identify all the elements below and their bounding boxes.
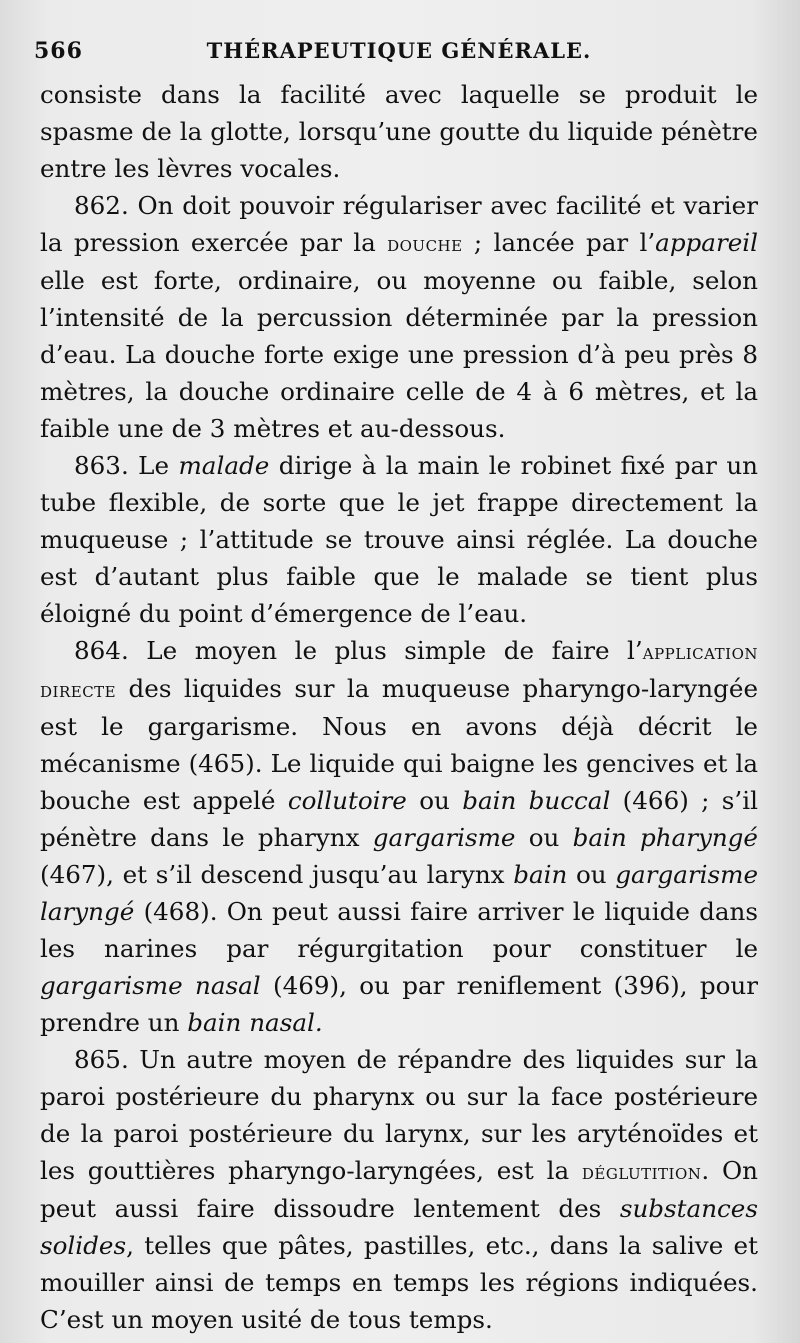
- paragraph-864: [40, 632, 758, 1041]
- body-text: [40, 76, 758, 1338]
- page-number: 566: [34, 38, 83, 64]
- italic-text: gargarisme: [372, 823, 516, 852]
- italic-text: gargarisme laryngé: [40, 860, 758, 926]
- text-run: ; lancée par l’: [462, 228, 656, 257]
- paragraph-continuation: [40, 76, 758, 187]
- text-run: (467), et s’il descend jusqu’au larynx: [40, 860, 514, 889]
- text-run: elle est forte, ordinaire, ou moyenne ou faible, selon l’intensité de la percussion déterminée par la pression d’eau. La douche forte exige une pression d’à peu près 8 mètres, la douche ordinaire celle de 4 à 6 mètres, et la faible une de 3 mètres et au-dessous.: [40, 266, 758, 443]
- text-run: 864. Le moyen le plus simple de faire l’: [74, 636, 643, 665]
- running-title: THÉRAPEUTIQUE GÉNÉRALE.: [206, 38, 592, 63]
- small-caps-text: déglutition: [581, 1159, 702, 1184]
- text-run: (468). On peut aussi faire arriver le liquide dans les narines par régurgitation pour constituer le: [40, 897, 758, 963]
- italic-text: malade: [178, 451, 270, 480]
- italic-text: bain nasal.: [187, 1008, 323, 1037]
- text-run: ou: [515, 823, 573, 852]
- italic-text: appareil: [655, 228, 759, 257]
- paragraph-863: [40, 447, 758, 632]
- italic-text: bain: [513, 860, 568, 889]
- italic-text: gargarisme nasal: [40, 971, 261, 1000]
- text-run: 862. On doit pouvoir régulariser avec facilité et varier la pression exercée par la: [40, 191, 758, 257]
- text-run: des liquides sur la muqueuse pharyngo-laryngée est le gargarisme. Nous en avons déjà décrit le mécanisme (465). Le liquide qui baigne les gencives et la bouche est appelé: [40, 674, 758, 815]
- italic-text: bain buccal: [462, 786, 611, 815]
- paragraph-865: [40, 1041, 758, 1338]
- page-header: [34, 38, 764, 74]
- text-run: (469), ou par reniflement (396), pour prendre un: [40, 971, 758, 1037]
- text-run: ou: [567, 860, 616, 889]
- small-caps-text: application directe: [40, 639, 758, 702]
- italic-text: substances solides: [40, 1194, 758, 1260]
- paragraph-862: [40, 187, 758, 447]
- text-run: , telles que pâtes, pastilles, etc., dans la salive et mouiller ainsi de temps en temps les régions indiquées. C’est un moyen usité de tous temps.: [40, 1231, 758, 1334]
- italic-text: collutoire: [287, 786, 407, 815]
- text-run: (466) ; s’il pénètre dans le pharynx: [40, 786, 758, 852]
- small-caps-text: douche: [387, 231, 463, 256]
- text-run: 865. Un autre moyen de répandre des liquides sur la paroi postérieure du pharynx ou sur la face postérieure de la paroi postérieure du larynx, sur les aryténoïdes et les gouttières pharyngo-laryngées, est la: [40, 1045, 758, 1185]
- italic-text: bain pharyngé: [572, 823, 758, 852]
- text-run: 863. Le: [74, 451, 179, 480]
- text-run: . On peut aussi faire dissoudre lentement des: [40, 1156, 758, 1223]
- text-run: consiste dans la facilité avec laquelle se produit le spasme de la glotte, lorsqu’une goutte du liquide pénètre entre les lèvres vocales.: [40, 80, 758, 183]
- text-run: dirige à la main le robinet fixé par un tube flexible, de sorte que le jet frappe directement la muqueuse ; l’attitude se trouve ainsi réglée. La douche est d’autant plus faible que le malade se tient plus éloigné du point d’émergence de l’eau.: [40, 451, 758, 628]
- text-run: ou: [406, 786, 463, 815]
